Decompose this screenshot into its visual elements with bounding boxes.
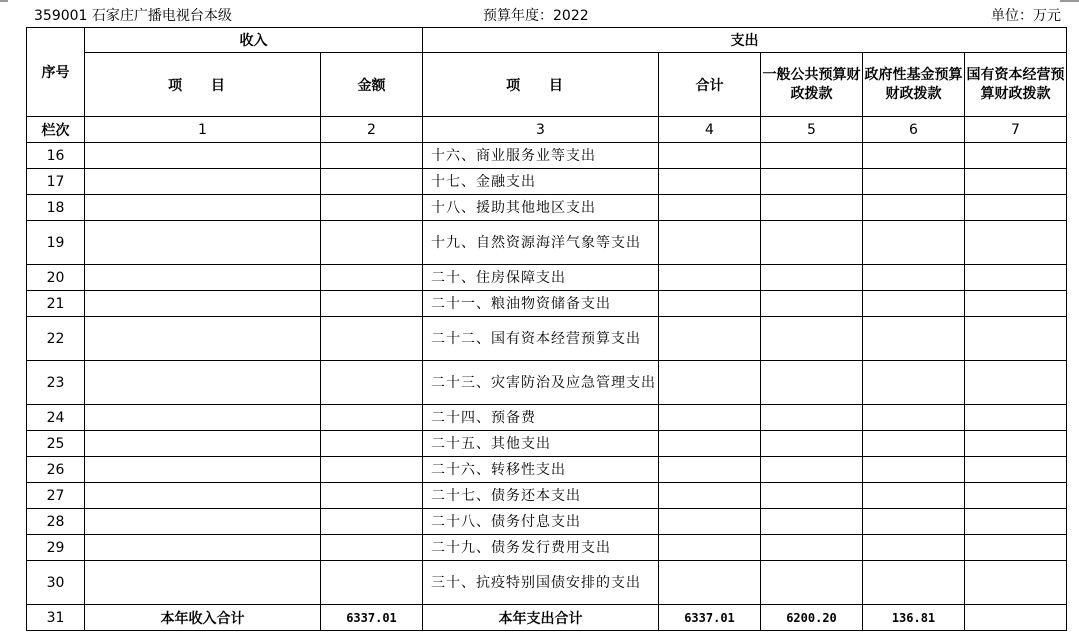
general-budget-cell <box>761 291 863 317</box>
total-cell <box>659 457 761 483</box>
income-item-cell <box>85 265 321 291</box>
row-seq: 21 <box>27 291 85 317</box>
income-amount-header: 金额 <box>321 53 423 117</box>
row-seq: 27 <box>27 483 85 509</box>
row-seq: 25 <box>27 431 85 457</box>
index-5: 5 <box>761 117 863 143</box>
gov-fund-total: 136.81 <box>863 605 965 631</box>
table-row <box>27 431 1067 457</box>
income-item-cell <box>85 169 321 195</box>
state-capital-cell <box>965 317 1067 361</box>
income-amount-cell <box>321 535 423 561</box>
state-capital-cell <box>965 291 1067 317</box>
general-budget-header: 一般公共预算财政拨款 <box>761 53 863 117</box>
table-row <box>27 483 1067 509</box>
table-row <box>27 317 1067 361</box>
income-amount-cell <box>321 291 423 317</box>
state-capital-cell <box>965 405 1067 431</box>
gov-fund-cell <box>863 265 965 291</box>
general-budget-cell <box>761 169 863 195</box>
income-item-header: 项 目 <box>85 53 321 117</box>
income-item-cell <box>85 561 321 605</box>
general-budget-cell <box>761 457 863 483</box>
expense-item-cell: 二十三、灾害防治及应急管理支出 <box>423 361 659 405</box>
general-budget-cell <box>761 405 863 431</box>
index-2: 2 <box>321 117 423 143</box>
general-budget-cell <box>761 317 863 361</box>
expense-item-cell: 二十九、债务发行费用支出 <box>423 535 659 561</box>
budget-table <box>26 27 1067 631</box>
total-cell <box>659 509 761 535</box>
general-budget-cell <box>761 483 863 509</box>
row-seq: 30 <box>27 561 85 605</box>
gov-fund-cell <box>863 509 965 535</box>
row-seq: 24 <box>27 405 85 431</box>
expense-item-cell: 二十二、国有资本经营预算支出 <box>423 317 659 361</box>
income-item-cell <box>85 361 321 405</box>
expense-item-cell: 十八、援助其他地区支出 <box>423 195 659 221</box>
income-item-cell <box>85 405 321 431</box>
row-seq: 22 <box>27 317 85 361</box>
organization-name: 359001 石家庄广播电视台本级 <box>34 8 232 24</box>
expense-item-cell: 二十一、粮油物资储备支出 <box>423 291 659 317</box>
total-header: 合计 <box>659 53 761 117</box>
gov-fund-cell <box>863 361 965 405</box>
index-row <box>27 117 1067 143</box>
general-budget-cell <box>761 535 863 561</box>
expense-item-cell: 三十、抗疫特别国债安排的支出 <box>423 561 659 605</box>
gov-fund-cell <box>863 221 965 265</box>
state-capital-cell <box>965 431 1067 457</box>
table-row <box>27 265 1067 291</box>
total-cell <box>659 143 761 169</box>
row-seq: 16 <box>27 143 85 169</box>
gov-fund-cell <box>863 291 965 317</box>
income-group-header: 收入 <box>85 28 423 53</box>
expense-group-header: 支出 <box>423 28 1067 53</box>
row-seq: 29 <box>27 535 85 561</box>
index-label: 栏次 <box>27 117 85 143</box>
income-amount-cell <box>321 195 423 221</box>
state-capital-cell <box>965 509 1067 535</box>
table-row <box>27 221 1067 265</box>
expense-item-cell: 十七、金融支出 <box>423 169 659 195</box>
total-cell <box>659 169 761 195</box>
total-cell <box>659 431 761 457</box>
total-cell <box>659 291 761 317</box>
table-row <box>27 535 1067 561</box>
table-row <box>27 457 1067 483</box>
income-amount-cell <box>321 317 423 361</box>
state-capital-cell <box>965 361 1067 405</box>
table-row <box>27 509 1067 535</box>
state-capital-cell <box>965 457 1067 483</box>
gov-fund-cell <box>863 457 965 483</box>
total-cell <box>659 361 761 405</box>
income-total-label: 本年收入合计 <box>85 605 321 631</box>
index-7: 7 <box>965 117 1067 143</box>
general-budget-cell <box>761 265 863 291</box>
row-seq: 20 <box>27 265 85 291</box>
report-header <box>0 2 1079 26</box>
gov-fund-cell <box>863 535 965 561</box>
index-4: 4 <box>659 117 761 143</box>
general-budget-total: 6200.20 <box>761 605 863 631</box>
index-6: 6 <box>863 117 965 143</box>
income-amount-cell <box>321 431 423 457</box>
state-capital-cell <box>965 483 1067 509</box>
total-seq: 31 <box>27 605 85 631</box>
expense-item-cell: 十六、商业服务业等支出 <box>423 143 659 169</box>
state-capital-cell <box>965 195 1067 221</box>
gov-fund-cell <box>863 483 965 509</box>
total-cell <box>659 195 761 221</box>
income-item-cell <box>85 317 321 361</box>
row-seq: 23 <box>27 361 85 405</box>
general-budget-cell <box>761 361 863 405</box>
income-item-cell <box>85 431 321 457</box>
income-amount-cell <box>321 483 423 509</box>
total-cell <box>659 405 761 431</box>
col-seq-header: 序号 <box>27 28 85 117</box>
income-amount-cell <box>321 561 423 605</box>
state-capital-header: 国有资本经营预算财政拨款 <box>965 53 1067 117</box>
row-seq: 17 <box>27 169 85 195</box>
income-amount-cell <box>321 265 423 291</box>
row-seq: 26 <box>27 457 85 483</box>
general-budget-cell <box>761 561 863 605</box>
income-amount-cell <box>321 143 423 169</box>
total-cell <box>659 221 761 265</box>
general-budget-cell <box>761 509 863 535</box>
expense-item-header: 项 目 <box>423 53 659 117</box>
table-row <box>27 405 1067 431</box>
income-item-cell <box>85 291 321 317</box>
state-capital-cell <box>965 143 1067 169</box>
table-row <box>27 291 1067 317</box>
table-row <box>27 361 1067 405</box>
state-capital-cell <box>965 265 1067 291</box>
gov-fund-cell <box>863 405 965 431</box>
income-item-cell <box>85 483 321 509</box>
budget-year: 预算年度：2022 <box>483 8 589 24</box>
gov-fund-cell <box>863 143 965 169</box>
row-seq: 19 <box>27 221 85 265</box>
header-row-groups <box>27 28 1067 53</box>
state-capital-cell <box>965 561 1067 605</box>
income-total-amount: 6337.01 <box>321 605 423 631</box>
income-amount-cell <box>321 361 423 405</box>
income-amount-cell <box>321 509 423 535</box>
total-row <box>27 605 1067 631</box>
expense-item-cell: 二十八、债务付息支出 <box>423 509 659 535</box>
state-capital-total <box>965 605 1067 631</box>
expense-item-cell: 二十五、其他支出 <box>423 431 659 457</box>
table-row <box>27 195 1067 221</box>
total-cell <box>659 317 761 361</box>
table-row <box>27 143 1067 169</box>
income-item-cell <box>85 509 321 535</box>
income-item-cell <box>85 195 321 221</box>
total-cell <box>659 265 761 291</box>
state-capital-cell <box>965 169 1067 195</box>
gov-fund-cell <box>863 431 965 457</box>
expense-item-cell: 二十、住房保障支出 <box>423 265 659 291</box>
header-row-columns <box>27 53 1067 117</box>
income-item-cell <box>85 535 321 561</box>
index-3: 3 <box>423 117 659 143</box>
general-budget-cell <box>761 143 863 169</box>
total-cell <box>659 535 761 561</box>
income-item-cell <box>85 143 321 169</box>
income-item-cell <box>85 457 321 483</box>
expense-total-label: 本年支出合计 <box>423 605 659 631</box>
row-seq: 28 <box>27 509 85 535</box>
row-seq: 18 <box>27 195 85 221</box>
expense-item-cell: 二十四、预备费 <box>423 405 659 431</box>
gov-fund-cell <box>863 317 965 361</box>
gov-fund-cell <box>863 195 965 221</box>
income-amount-cell <box>321 457 423 483</box>
gov-fund-header: 政府性基金预算财政拨款 <box>863 53 965 117</box>
income-amount-cell <box>321 169 423 195</box>
expense-item-cell: 二十七、债务还本支出 <box>423 483 659 509</box>
income-amount-cell <box>321 405 423 431</box>
expense-total-amount: 6337.01 <box>659 605 761 631</box>
table-row <box>27 169 1067 195</box>
general-budget-cell <box>761 195 863 221</box>
gov-fund-cell <box>863 169 965 195</box>
income-amount-cell <box>321 221 423 265</box>
index-1: 1 <box>85 117 321 143</box>
income-item-cell <box>85 221 321 265</box>
total-cell <box>659 483 761 509</box>
expense-item-cell: 二十六、转移性支出 <box>423 457 659 483</box>
state-capital-cell <box>965 221 1067 265</box>
general-budget-cell <box>761 221 863 265</box>
gov-fund-cell <box>863 561 965 605</box>
expense-item-cell: 十九、自然资源海洋气象等支出 <box>423 221 659 265</box>
general-budget-cell <box>761 431 863 457</box>
currency-unit: 单位：万元 <box>991 8 1061 24</box>
state-capital-cell <box>965 535 1067 561</box>
table-row <box>27 561 1067 605</box>
total-cell <box>659 561 761 605</box>
